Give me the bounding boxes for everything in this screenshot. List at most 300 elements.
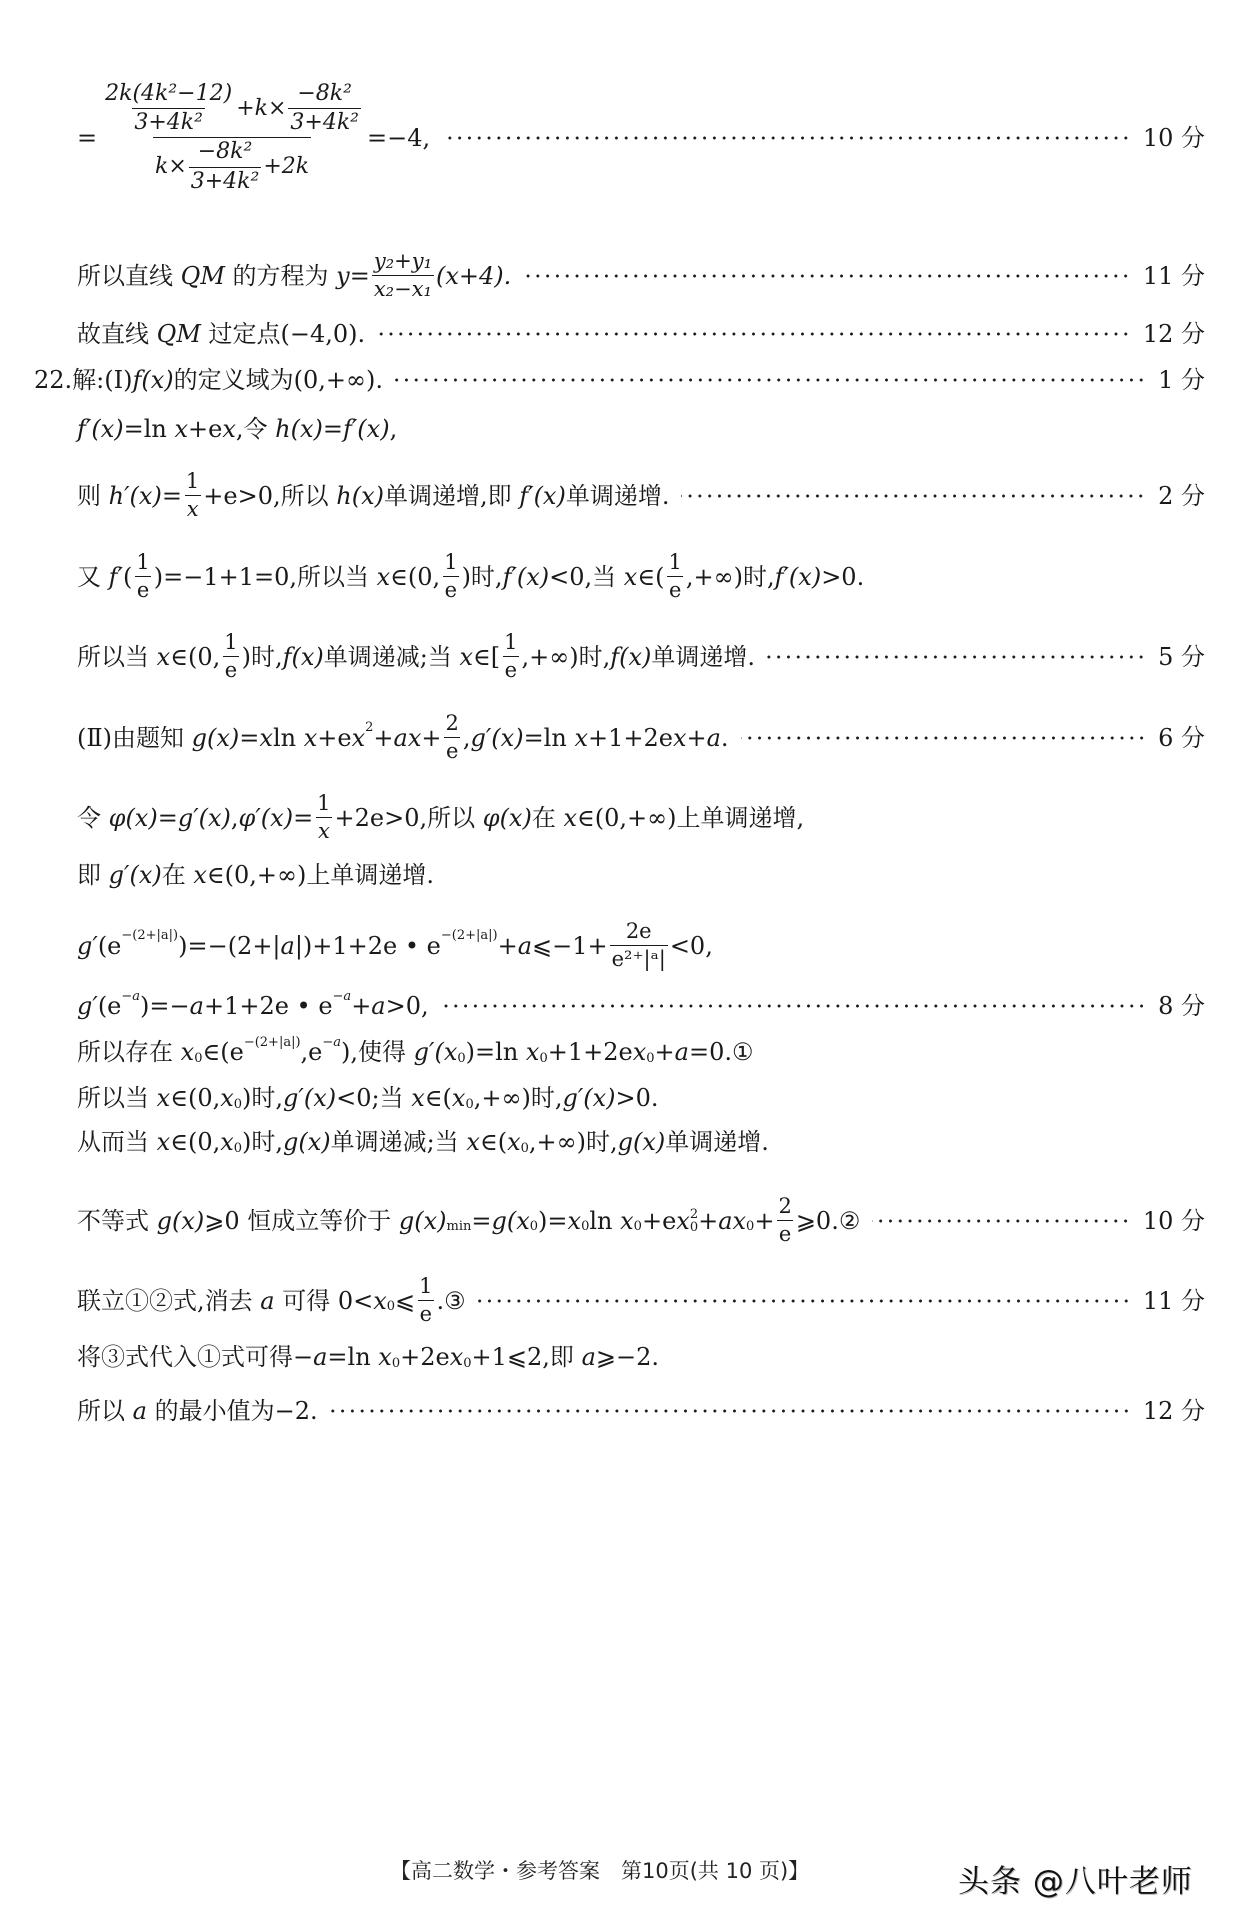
math-text: = [471,1206,492,1235]
math-var: x [378,1343,392,1371]
text: )时, [242,1084,284,1112]
fraction-denominator [153,137,311,193]
math-text: g′(x) [177,803,231,832]
line-content [77,1130,769,1154]
line-content [77,1086,659,1110]
text: +1⩽2,即 [471,1343,582,1371]
math-text: + [654,1038,675,1066]
math-var: x [259,723,273,752]
math-text: ∈(0, [170,1084,221,1112]
math-text: g′(x) [108,861,162,889]
text: +e>0,所以 [203,481,337,510]
text: 所以存在 [77,1038,181,1066]
math-text: +k× [236,95,287,121]
math-text: ∈(0, [170,1128,221,1156]
math-var: x [451,1084,466,1112]
math-text: +1+2e • e [203,992,333,1020]
subscript: 0 [633,1219,642,1235]
text: 则 [77,481,109,510]
math-text: g(x) [156,1206,205,1235]
math-text: ,e [300,1038,323,1066]
text: 单调递增. [665,1128,769,1156]
text: 单调递增. [565,481,670,510]
math-text: <0, [669,931,713,960]
math-text: =ln [327,1343,379,1371]
math-text: f′(x) [502,562,550,591]
math-text: f(x) [282,642,324,671]
fraction-denominator: x₂−x₁ [373,277,432,302]
fraction-numerator: 1 [668,550,682,574]
text: 所以当 [77,1084,157,1112]
fraction-numerator: 2 [445,711,459,735]
math-var: x [632,1038,647,1066]
fraction-denominator: e [444,578,458,603]
text: 故直线 [77,320,157,348]
subscript: 0 [465,1096,474,1112]
fraction-numerator: 1 [136,550,150,574]
math-text: ) [465,1038,476,1066]
text: 不等式 [77,1206,157,1235]
line-content [77,551,864,602]
text: 单调递增,即 [383,481,520,510]
math-text: ∈(0, [170,642,221,671]
math-text: ⩾−2. [595,1343,659,1371]
math-text: = [157,803,178,832]
math-var: y [336,261,350,290]
fraction [134,551,151,602]
math-var: x [156,1084,171,1112]
superscript: −(2+|a|) [121,928,179,944]
math-text: =−4, [366,123,431,152]
math-text: h(x) [275,415,323,443]
math-var: x [525,1038,540,1066]
math-text: (e [97,992,122,1020]
score-label: 12 分 [1142,320,1205,348]
fraction-denominator: x [186,497,199,522]
fraction [502,631,519,682]
math-text: + [686,723,707,752]
math-text: +1+2e [587,723,673,752]
solution-line-13 [77,988,1205,1020]
dot-leader [681,494,1146,498]
math-text: f′(x) [519,481,566,510]
fraction [442,551,459,602]
score-label: 5 分 [1158,642,1205,671]
math-text: f(x) [132,366,174,394]
solution-line-8 [77,631,1205,682]
math-var: x [376,562,391,591]
math-var: QM [180,261,225,290]
score-label: 10 分 [1142,123,1205,152]
line-content [77,250,511,301]
math-var: a [260,1286,275,1315]
compound-fraction [99,82,365,194]
line-content [34,368,383,392]
text: 所以 [77,1397,133,1425]
math-text: g′ [77,992,98,1020]
subscript: 0 [233,1140,243,1156]
dot-leader [395,378,1146,382]
math-var: x [676,1206,690,1235]
math-var: x [567,1206,582,1235]
math-var: x [180,1038,195,1066]
math-text: + [754,1206,775,1235]
math-text: φ(x) [108,803,158,832]
fraction-numerator: −8k² [297,81,352,106]
solution-line-1 [77,82,1205,194]
math-text: f(x) [610,642,652,671]
solution-line-15 [77,1086,1205,1110]
math-text: )=−(2+| [178,931,281,960]
math-var: a [517,931,533,960]
math-var: a [280,931,295,960]
fraction-numerator: 1 [504,630,518,654]
solution-line-19 [77,1345,1205,1369]
math-var: x [672,723,687,752]
math-text: ∈(e [202,1038,244,1066]
math-text: . [720,723,729,752]
text: 联立①②式,消去 [77,1286,261,1315]
math-text: >0, [385,992,429,1020]
math-text: ∈[ [473,642,501,671]
math-var: ax [393,723,422,752]
math-var: x [351,723,366,752]
dot-leader [523,274,1131,278]
solution-line-7 [77,551,1205,602]
text: 将③式代入①式可得− [77,1343,314,1371]
math-text: =0.① [688,1038,754,1066]
math-text: ∈( [424,1084,452,1112]
math-var: x [449,1343,464,1371]
line-content [77,988,429,1020]
math-text: + [351,992,372,1020]
text: ,+∞)时, [521,642,611,671]
fraction-denominator: e²⁺|ᵃ| [611,947,666,972]
math-text: g(x [491,1206,530,1235]
solution-line-3 [77,322,1205,346]
math-text: + [698,1206,719,1235]
solution-line-2 [77,250,1205,301]
math-var: x [193,861,207,889]
math-var: a [132,1397,147,1425]
math-text: g′(x) [562,1084,616,1112]
score-label: 12 分 [1142,1397,1205,1425]
fraction-denominator: e [136,578,150,603]
math-text: = [547,1206,568,1235]
math-var: x [459,642,474,671]
fraction [315,792,332,843]
solution-line-14 [77,1034,1205,1066]
math-text: g′(x) [283,1084,337,1112]
math-text: +e [188,415,223,443]
math-text: +e [317,723,352,752]
math-text: =ln [123,415,175,443]
sup-sub-stack [690,1208,698,1234]
score-label: 11 分 [1142,1286,1205,1315]
score-label: 8 分 [1158,992,1205,1020]
line-content [77,322,365,346]
superscript: −a [322,1034,342,1050]
dot-leader [872,1219,1130,1223]
line-content [77,1275,466,1326]
math-var: a [313,1343,328,1371]
superscript: 2 [365,720,374,736]
score-label: 11 分 [1142,261,1205,290]
text: 即 [77,861,109,889]
fraction-numerator: −8k² [197,139,253,165]
text: 在 [531,803,564,832]
line-content [77,1399,318,1423]
math-text: g(x) [617,1128,666,1156]
math-var: QM [156,320,201,348]
subscript: 0 [386,1299,396,1315]
text: 在 [161,861,194,889]
math-text: ⩽ [395,1286,416,1315]
math-text: f′(x) [77,415,124,443]
solution-line-5 [77,417,1205,441]
solution-line-17 [77,1195,1205,1246]
math-var: x [220,1084,234,1112]
math-text: g′(x [413,1038,458,1066]
subscript: 0 [581,1219,590,1235]
math-text: ∈( [479,1128,508,1156]
text: ,令 [235,415,276,443]
dot-leader [478,1299,1131,1303]
math-text: ( [122,562,133,591]
subscript: 0 [689,1219,699,1235]
text: )时, [461,562,503,591]
math-text: g′(x) [470,723,524,752]
solution-line-6 [77,470,1205,521]
fraction [184,470,201,521]
fraction-numerator: 1 [317,791,331,815]
text: 单调递减;当 [330,1128,467,1156]
math-text: +2k [263,153,310,179]
superscript: −a [332,988,352,1004]
math-var: x [220,1128,234,1156]
score-label: 2 分 [1158,481,1205,510]
math-text: + [373,723,394,752]
superscript: −(2+|a|) [243,1034,301,1050]
math-text: ⩾0.② [795,1206,861,1235]
line-content [77,1345,659,1369]
dot-leader [741,736,1147,740]
fraction [288,82,361,135]
text: 单调递增. [651,642,756,671]
fraction-denominator: x [317,819,330,844]
math-text: h(x) [336,481,384,510]
fraction-denominator: e [778,1222,792,1247]
math-var: a [371,992,386,1020]
text: ),使得 [341,1038,414,1066]
subscript: 0 [233,1096,243,1112]
line-content [77,1034,754,1066]
equation [77,82,430,194]
text: <0;当 [336,1084,412,1112]
math-text: >0. [821,562,865,591]
fraction [776,1195,793,1246]
math-var: a [674,1038,689,1066]
text: 所以直线 [77,261,181,290]
fraction-numerator: 1 [185,469,200,493]
text: 从而当 [77,1128,157,1156]
math-var: a [581,1343,596,1371]
line-content [77,792,804,843]
math-var: x [620,1206,634,1235]
text: 的方程为 [224,261,337,290]
fraction-denominator: 3+4k² [190,168,260,194]
fraction-denominator: e [445,739,459,764]
math-text: φ′(x) [238,803,294,832]
math-var: x [303,723,318,752]
fraction-denominator: e [224,658,238,683]
fraction-denominator: e [419,1302,433,1327]
math-text: = [239,723,260,752]
subscript: 0 [194,1050,203,1066]
math-var: x [623,562,638,591]
math-text: )=− [140,992,190,1020]
math-text: +e [641,1206,677,1235]
math-text: .③ [436,1286,466,1315]
math-text: >0. [615,1084,659,1112]
solution-line-9 [77,712,1205,763]
solution-line-18 [77,1275,1205,1326]
fraction [610,920,668,971]
subscript: 0 [539,1050,548,1066]
math-var: x [574,723,588,752]
math-text: f′ [108,562,123,591]
subscript: 0 [457,1050,466,1066]
superscript: −(2+|a|) [440,928,498,944]
fraction [443,712,460,763]
score-label: 6 分 [1158,723,1205,752]
text: ,+∞)时, [685,562,775,591]
math-var: x [222,415,236,443]
score-label: 1 分 [1158,366,1205,394]
math-var: x [466,1128,480,1156]
line-content [77,712,729,763]
math-text: (x+4). [436,261,512,290]
dot-leader [767,655,1146,659]
math-text: +2e [400,1343,450,1371]
math-text: = [322,415,343,443]
dot-leader [442,136,1131,140]
solution-line-20 [77,1399,1205,1423]
subscript: 0 [646,1050,655,1066]
fraction-denominator: 3+4k² [290,110,359,136]
math-text: g(x) [191,723,240,752]
text: , [462,723,471,752]
line-content [77,470,669,521]
line-content [77,920,713,971]
math-text: h′(x) [108,481,162,510]
subscript: 0 [746,1219,755,1235]
math-text: ∈(0, [390,562,441,591]
text: , [230,803,239,832]
fraction-numerator: 1 [419,1274,433,1298]
equals-sign: = [77,123,98,152]
question-22-header [34,368,1205,392]
math-text: (e [97,931,122,960]
fraction-numerator: 2 [778,1194,792,1218]
solution-line-16 [77,1130,1205,1154]
dot-leader [441,1004,1146,1008]
text: ,+∞)时, [473,1084,563,1112]
math-var: a [189,992,204,1020]
math-var: a [706,723,721,752]
fraction [372,250,434,301]
text: 又 [77,562,109,591]
solution-line-11 [77,863,1205,887]
text: 的最小值为−2. [146,1397,318,1425]
fraction [189,140,262,193]
text: , [389,415,398,443]
math-text: g(x) [283,1128,331,1156]
text: 单调递减;当 [323,642,460,671]
math-var: x [507,1128,521,1156]
line-content [77,417,397,441]
math-text: φ(x) [482,803,532,832]
subscript: 0 [520,1140,529,1156]
text: 过定点(−4,0). [200,320,366,348]
math-text: ) [538,1206,548,1235]
math-text: = [293,803,314,832]
text: 令 [77,803,109,832]
text: 的定义域为(0,+∞). [173,366,383,394]
math-text: +1+2e [547,1038,633,1066]
text: ∈(0,+∞)上单调递增, [577,803,805,832]
fraction [222,631,239,682]
fraction-numerator: 1 [444,550,458,574]
line-content [77,863,434,887]
math-text: ⩽−1+ [532,931,608,960]
math-var: x [156,1128,171,1156]
text: (Ⅱ)由题知 [77,723,192,752]
math-text: ∈( [637,562,665,591]
math-text: ln [272,723,304,752]
math-var: x [411,1084,425,1112]
line-content [77,631,755,682]
math-var: x [174,415,189,443]
text: <0,当 [549,562,624,591]
math-var: x [563,803,578,832]
text: ,+∞)时, [528,1128,618,1156]
fraction-denominator: e [668,578,682,603]
math-text: = [161,481,182,510]
fraction-numerator: 2k(4k²−12) [105,81,233,106]
subscript: 0 [463,1355,472,1371]
math-text: k× [154,153,187,179]
fraction [417,1275,434,1326]
math-text: f′(x) [342,415,390,443]
math-var: x [373,1286,387,1315]
text: +2e>0,所以 [334,803,483,832]
question-number: 22.解:(Ⅰ) [34,366,133,394]
solution-line-10 [77,792,1205,843]
math-text: ln [589,1206,621,1235]
math-var: ax [718,1206,747,1235]
text: )时, [242,1128,284,1156]
watermark: 头条 @八叶老师 [958,1864,1193,1900]
fraction-numerator: 2e [625,919,652,943]
line-content [77,1195,860,1246]
fraction-denominator: e [504,658,518,683]
fraction [103,82,234,135]
text: ⩾0 恒成立等价于 [204,1206,399,1235]
subscript: 0 [391,1355,401,1371]
subscript: 0 [529,1219,539,1235]
page-footer: 【高二数学・参考答案 第10页(共 10 页)】 [390,1859,810,1883]
